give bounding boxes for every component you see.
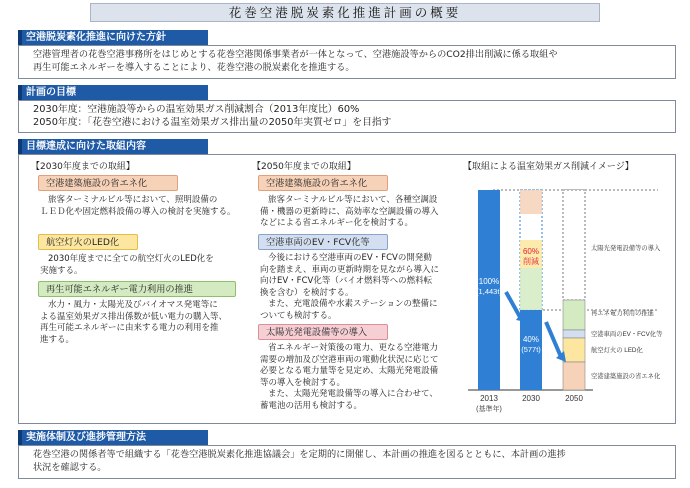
text-2050-ev: 今後における空港車両のEV・FCVの開発動 向を踏まえ、車両の更新時期を見ながら導入に 向けEV・FCV化等（バイオ燃料等への燃料転 換を含む）を検討する。 また、充電設備や水素ステーションの整備に ついても検討する。 <box>260 253 440 321</box>
text-2030-renewable: 水力・風力・太陽光及びバイオマス発電等に よる温室効果ガス排出係数が低い電力の購入等、 再生可能エネルギーに由来する電力の利用を推 進する。 <box>40 300 228 345</box>
management-line-1: 花巻空港の関係者等で組織する「花巻空港脱炭素化推進協議会」を定期的に開催し、本計画の推進を図るとともに、本計画の進捗 <box>33 449 566 460</box>
label-2050-solar: 太陽光発電設備等の導入 <box>258 324 388 340</box>
label-2050-building: 空港建築施設の省エネ化 <box>258 175 388 191</box>
section-heading-management: 実施体制及び進捗管理方法 <box>18 430 208 445</box>
bar-2030-label: 40% <box>522 335 540 344</box>
col2050-header: 【2050年度までの取組】 <box>252 162 356 172</box>
bar-2050-ev <box>563 330 585 338</box>
legend-solar: 太陽光発電設備等の導入 <box>591 245 661 252</box>
x-label-2030: 2030 <box>522 394 540 403</box>
management-box <box>18 445 676 479</box>
management-line-2: 状況を確認する。 <box>33 461 107 473</box>
goal-line-1: 2030年度：空港施設等からの温室効果ガス削減割合（2013年度比）60% <box>33 104 360 115</box>
section-heading-measures: 目標達成に向けた取組内容 <box>18 139 208 154</box>
arrow-2030-2050 <box>546 322 561 357</box>
chart-title: 【取組による温室効果ガス削減イメージ】 <box>463 162 634 172</box>
policy-line-1: 空港管理者の花巻空港事務所をはじめとする花巻空港関係事業者が一体となって、空港施設等からのCO2排出削減に係る取組や <box>33 49 558 60</box>
x-sublabel-2013: (基準年) <box>476 406 502 413</box>
text-2030-led: 2030年度までに全ての航空灯火のLED化を 実施する。 <box>40 254 214 276</box>
bar-2030-reduction-building <box>520 190 542 214</box>
x-label-2013: 2013 <box>480 394 498 403</box>
bar-2030-sublabel: (577t) <box>521 345 541 354</box>
legend-ev: 空港車両のEV・FCV化等 <box>591 331 663 338</box>
bar-2030-reduction-renew <box>520 268 542 310</box>
bar-2050-led <box>563 338 585 362</box>
reduction-chart <box>458 172 683 422</box>
bar-2013-sublabel: (1,443t) <box>476 287 502 296</box>
bar-2050-solar <box>563 190 585 300</box>
bar-2013-label: 100% <box>478 277 500 286</box>
label-2030-building: 空港建築施設の省エネ化 <box>38 175 178 191</box>
page-title: 花巻空港脱炭素化推進計画の概要 <box>90 3 600 22</box>
arrow-2013-2030 <box>506 292 520 317</box>
reduction-sublabel: 削減 <box>523 257 539 266</box>
x-label-2050: 2050 <box>565 394 583 403</box>
col2030-header: 【2030年度までの取組】 <box>31 162 135 172</box>
section-heading-policy: 空港脱炭素化推進に向けた方針 <box>18 30 208 45</box>
legend-building: 空港建築施設の省エネ化 <box>591 373 661 380</box>
text-2050-solar: 省エネルギー対策後の電力、更なる空港電力 需要の増加及び空港車両の電動化状況に応じて 必要となる電力量等を見定め、太陽光発電設備 等の導入を検討する。 また、太陽光発電設備等の導入に合わせて、 蓄電池の活用も検討する。 <box>260 343 439 411</box>
label-2030-renewable: 再生可能エネルギー電力利用の推進 <box>38 281 236 297</box>
policy-line-2: 再生可能エネルギーを導入することにより、花巻空港の脱炭素化を推進する。 <box>33 61 355 73</box>
legend-led: 航空灯火の LED化 <box>591 347 643 354</box>
legend-renew: 再エネ電力利用の推進 <box>591 310 654 317</box>
label-2030-led: 航空灯火のLED化 <box>38 234 138 250</box>
bar-2050-renew <box>563 300 585 330</box>
text-2050-building: 旅客ターミナルビル等において、各種空調設 備・機器の更新時に、高効率な空調設備の導入 などによる省エネルギー化を検討する。 <box>260 195 439 228</box>
bar-2050-building <box>563 362 585 390</box>
text-2030-building: 旅客ターミナルビル等において、照明設備の ＬＥＤ化や固定燃料設備の導入の検討を実施する。 <box>40 195 236 217</box>
policy-box <box>18 45 676 79</box>
section-heading-goals: 計画の目標 <box>18 85 208 100</box>
goals-box <box>18 100 676 133</box>
goal-line-2: 2050年度：「花巻空港における温室効果ガス排出量の2050年実質ゼロ」を目指す <box>33 116 392 128</box>
reduction-label: 60% <box>522 247 540 256</box>
label-2050-ev: 空港車両のEV・FCV化等 <box>258 234 388 250</box>
